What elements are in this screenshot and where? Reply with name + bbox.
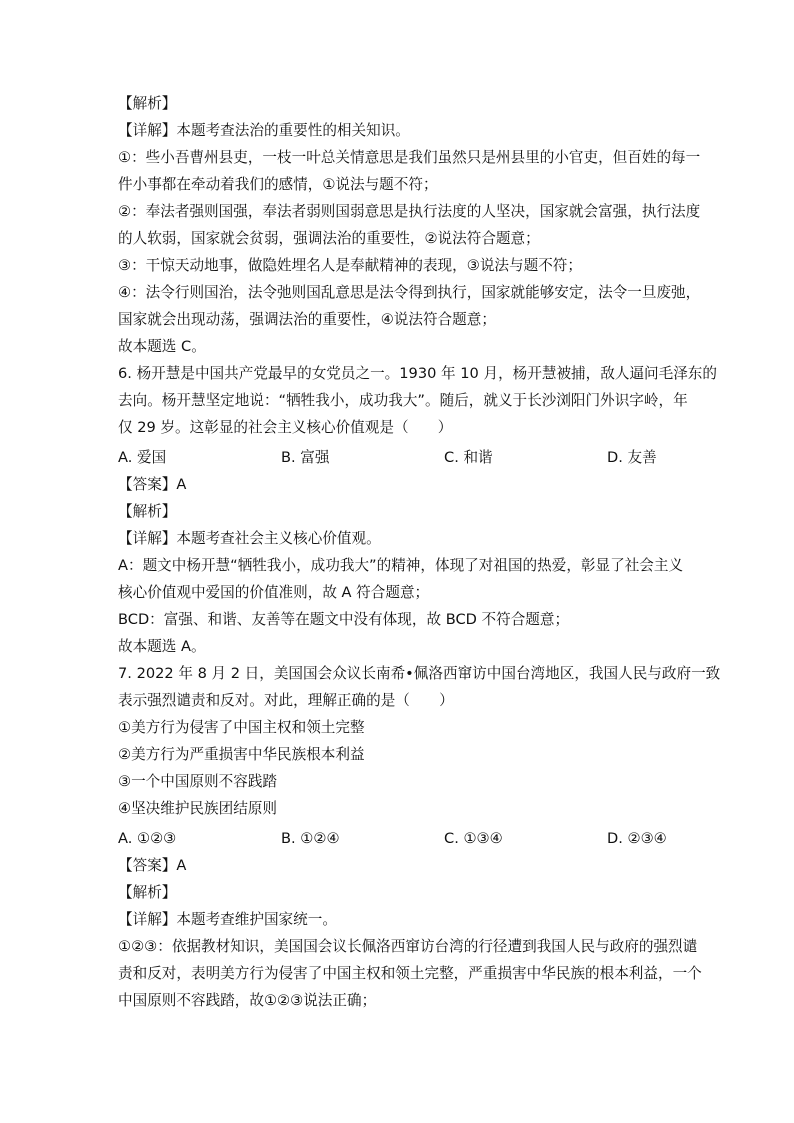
paragraph-line: ④：法令行则国治，法令弛则国乱意思是法令得到执行，国家就能够安定，法令一旦废弛， bbox=[118, 284, 701, 301]
answer-label: 【答案】A bbox=[118, 476, 187, 493]
answer-choice-line: 故本题选 C。 bbox=[118, 338, 206, 355]
analysis-label: 【解析】 bbox=[118, 884, 177, 901]
option-d: D. ②③④ bbox=[607, 830, 667, 847]
detail-line: 【详解】本题考查维护国家统一。 bbox=[118, 911, 337, 928]
question-7-line: 7. 2022 年 8 月 2 日，美国国会众议长南希•佩洛西窜访中国台湾地区，我国人民与政府一致 bbox=[118, 665, 721, 682]
answer-choice-line: 故本题选 A。 bbox=[118, 638, 206, 655]
detail-line: 【详解】本题考查社会主义核心价值观。 bbox=[118, 530, 381, 547]
paragraph-line: ①：些小吾曹州县吏，一枝一叶总关情意思是我们虽然只是州县里的小官吏，但百姓的每一 bbox=[118, 149, 701, 166]
question-6-line: 6. 杨开慧是中国共产党最早的女党员之一。1930 年 10 月，杨开慧被捕，敌人逼问毛泽东的 bbox=[118, 365, 717, 382]
paragraph-line: 的人软弱，国家就会贫弱，强调法治的重要性，②说法符合题意； bbox=[118, 230, 540, 247]
statement-2: ②美方行为严重损害中华民族根本利益 bbox=[118, 746, 365, 763]
option-c: C. ①③④ bbox=[444, 830, 503, 847]
statement-4: ④坚决维护民族团结原则 bbox=[118, 800, 278, 817]
paragraph-line: ③：干惊天动地事，做隐姓埋名人是奉献精神的表现，③说法与题不符； bbox=[118, 257, 582, 274]
option-b: B. ①②④ bbox=[281, 830, 340, 847]
paragraph-line: 中国原则不容践踏，故①②③说法正确； bbox=[118, 992, 377, 1009]
paragraph-line: BCD：富强、和谐、友善等在题文中没有体现，故 BCD 不符合题意； bbox=[118, 611, 570, 628]
paragraph-line: ②：奉法者强则国强，奉法者弱则国弱意思是执行法度的人坚决，国家就会富强，执行法度 bbox=[118, 203, 701, 220]
statement-3: ③一个中国原则不容践踏 bbox=[118, 773, 278, 790]
option-a: A. ①②③ bbox=[118, 830, 177, 847]
option-c: C. 和谐 bbox=[444, 449, 493, 466]
answer-label: 【答案】A bbox=[118, 857, 187, 874]
option-b: B. 富强 bbox=[281, 449, 330, 466]
paragraph-line: 责和反对，表明美方行为侵害了中国主权和领土完整，严重损害中华民族的根本利益，一个 bbox=[118, 965, 702, 982]
paragraph-line: 件小事都在牵动着我们的感情，①说法与题不符； bbox=[118, 176, 438, 193]
analysis-label: 【解析】 bbox=[118, 95, 177, 112]
paragraph-line: 国家就会出现动荡，强调法治的重要性，④说法符合题意； bbox=[118, 311, 496, 328]
paragraph-line: A：题文中杨开慧“牺牲我小，成功我大”的精神，体现了对祖国的热爱，彰显了社会主义 bbox=[118, 557, 684, 574]
question-6-line: 去向。杨开慧坚定地说：“牺牲我小，成功我大”。随后，就义于长沙浏阳门外识字岭，年 bbox=[118, 392, 688, 409]
paragraph-line: ①②③：依据教材知识，美国国会议长佩洛西窜访台湾的行径遭到我国人民与政府的强烈谴 bbox=[118, 938, 698, 955]
analysis-label: 【解析】 bbox=[118, 503, 177, 520]
question-6-line: 仅 29 岁。这彰显的社会主义核心价值观是（ ） bbox=[118, 419, 453, 436]
statement-1: ①美方行为侵害了中国主权和领土完整 bbox=[118, 719, 365, 736]
paragraph-line: 核心价值观中爱国的价值准则，故 A 符合题意； bbox=[118, 584, 430, 601]
question-7-line: 表示强烈谴责和反对。对此，理解正确的是（ ） bbox=[118, 692, 454, 709]
option-a: A. 爱国 bbox=[118, 449, 167, 466]
detail-line: 【详解】本题考查法治的重要性的相关知识。 bbox=[118, 122, 410, 139]
option-d: D. 友善 bbox=[607, 449, 657, 466]
